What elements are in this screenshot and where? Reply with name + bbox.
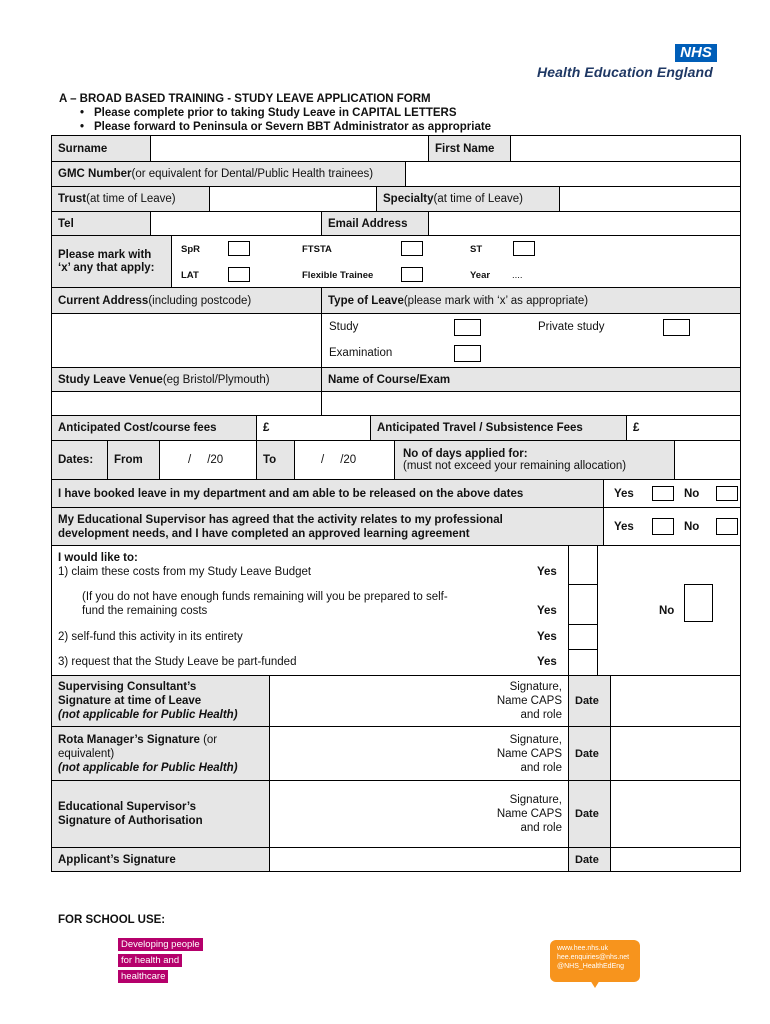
grade-lat: LAT — [181, 270, 199, 281]
sig-consultant-label: Supervising Consultant’s Signature at time of Leave (not applicable for Public Health) — [51, 675, 270, 727]
grade-box — [171, 235, 741, 288]
grade-st: ST — [470, 244, 483, 255]
sig-supervisor-date[interactable] — [610, 780, 741, 848]
venue-label: Study Leave Venue (eg Bristol/Plymouth) — [51, 367, 322, 392]
option-1-note-1: (If you do not have enough funds remaining will you be prepared to self- — [82, 591, 448, 603]
to-date-field[interactable]: / /20 — [294, 440, 395, 480]
spr-checkbox[interactable] — [228, 241, 250, 256]
days-label: No of days applied for: (must not exceed your remaining allocation) — [394, 440, 675, 480]
sig-applicant-label: Applicant’s Signature — [51, 847, 270, 872]
dates-label: Dates: — [51, 440, 108, 480]
sig-applicant-date[interactable] — [610, 847, 741, 872]
from-date-field[interactable]: / /20 — [159, 440, 257, 480]
sig-supervisor-label: Educational Supervisor’s Signature of Authorisation — [51, 780, 270, 848]
flexible-checkbox[interactable] — [401, 267, 423, 282]
grade-ftsta: FTSTA — [302, 244, 332, 255]
contact-web[interactable]: www.hee.nhs.uk — [557, 945, 608, 952]
sig-rota-date-label: Date — [568, 726, 611, 781]
surname-label: Surname — [51, 135, 151, 162]
option-1-yes[interactable]: Yes — [537, 566, 557, 578]
ftsta-checkbox[interactable] — [401, 241, 423, 256]
brand-line-1: Developing people — [118, 938, 203, 951]
exam-checkbox[interactable] — [454, 345, 481, 362]
instruction-1: • Please complete prior to taking Study Leave in CAPITAL LETTERS — [80, 107, 457, 119]
tel-label: Tel — [51, 211, 151, 236]
first-name-label: First Name — [428, 135, 511, 162]
specialty-label: Specialty (at time of Leave) — [376, 186, 560, 212]
private-checkbox[interactable] — [663, 319, 690, 336]
from-label: From — [107, 440, 160, 480]
instruction-2: • Please forward to Peninsula or Severn BBT Administrator as appropriate — [80, 121, 492, 133]
self-fund-yes[interactable]: Yes — [537, 605, 557, 617]
funding-yes-column — [568, 545, 598, 676]
sig-supervisor-date-label: Date — [568, 780, 611, 848]
specialty-field[interactable] — [559, 186, 741, 212]
would-like-heading: I would like to: — [58, 552, 138, 564]
contact-email[interactable]: hee.enquiries@nhs.net — [557, 954, 630, 961]
booked-answer: Yes No — [603, 479, 741, 508]
contact-twitter[interactable]: @NHS_HealthEdEng — [557, 963, 625, 970]
first-name-field[interactable] — [510, 135, 741, 162]
option-2: 2) self-fund this activity in its entirety — [58, 631, 243, 643]
leave-private: Private study — [538, 321, 605, 333]
mark-label: Please mark with ‘x’ any that apply: — [51, 235, 172, 288]
st-checkbox[interactable] — [513, 241, 535, 256]
contact-bubble — [550, 940, 640, 982]
leave-study: Study — [329, 321, 359, 333]
self-fund-no[interactable]: No — [659, 605, 675, 617]
booked-yes-checkbox[interactable] — [652, 486, 674, 501]
supervisor-statement: My Educational Supervisor has agreed that the activity relates to my professional development needs, and I have completed an approved learning agreement — [51, 507, 604, 546]
year-value[interactable]: .... — [512, 270, 523, 281]
sig-rota-label: Rota Manager’s Signature (or equivalent) (not applicable for Public Health) — [51, 726, 270, 781]
brand-line-2: for health and — [118, 954, 182, 967]
supervisor-no-checkbox[interactable] — [716, 518, 738, 535]
grade-spr: SpR — [181, 244, 200, 255]
travel-field[interactable]: £ — [626, 415, 741, 441]
option-2-yes[interactable]: Yes — [537, 631, 557, 643]
cost-field[interactable]: £ — [256, 415, 371, 441]
nhs-logo: NHS — [675, 44, 717, 62]
option-3-yes[interactable]: Yes — [537, 656, 557, 668]
leave-exam: Examination — [329, 347, 393, 359]
cost-label: Anticipated Cost/course fees — [51, 415, 257, 441]
sig-consultant-date-label: Date — [568, 675, 611, 727]
lat-checkbox[interactable] — [228, 267, 250, 282]
email-label: Email Address — [321, 211, 429, 236]
brand-line-3: healthcare — [118, 970, 168, 983]
self-fund-no-checkbox[interactable] — [684, 584, 713, 622]
grade-year: Year — [470, 270, 491, 281]
grade-flexible: Flexible Trainee — [302, 270, 374, 281]
sig-rota-field[interactable]: Signature, Name CAPS and role — [269, 726, 569, 781]
form-title: A – BROAD BASED TRAINING - STUDY LEAVE APPLICATION FORM — [59, 93, 431, 105]
venue-field[interactable] — [51, 391, 322, 416]
gmc-field[interactable] — [405, 161, 741, 187]
surname-field[interactable] — [150, 135, 429, 162]
school-use-label: FOR SCHOOL USE: — [58, 914, 166, 926]
option-1: 1) claim these costs from my Study Leave Budget — [58, 566, 312, 578]
booked-no-checkbox[interactable] — [716, 486, 738, 501]
address-label: Current Address (including postcode) — [51, 287, 322, 314]
travel-label: Anticipated Travel / Subsistence Fees — [370, 415, 627, 441]
to-label: To — [256, 440, 295, 480]
sig-consultant-date[interactable] — [610, 675, 741, 727]
org-name: Health Education England — [537, 64, 713, 80]
course-label: Name of Course/Exam — [321, 367, 741, 392]
sig-supervisor-field[interactable]: Signature, Name CAPS and role — [269, 780, 569, 848]
course-field[interactable] — [321, 391, 741, 416]
sig-applicant-field[interactable] — [269, 847, 569, 872]
trust-field[interactable] — [209, 186, 377, 212]
sig-consultant-field[interactable]: Signature, Name CAPS and role — [269, 675, 569, 727]
supervisor-yes-checkbox[interactable] — [652, 518, 674, 535]
bubble-tail — [590, 980, 600, 988]
email-field[interactable] — [428, 211, 741, 236]
study-checkbox[interactable] — [454, 319, 481, 336]
leave-type-label: Type of Leave (please mark with ‘x’ as appropriate) — [321, 287, 741, 314]
trust-label: Trust (at time of Leave) — [51, 186, 210, 212]
tel-field[interactable] — [150, 211, 322, 236]
days-field[interactable] — [674, 440, 741, 480]
booked-statement: I have booked leave in my department and am able to be released on the above dates — [51, 479, 604, 508]
sig-rota-date[interactable] — [610, 726, 741, 781]
option-3: 3) request that the Study Leave be part-funded — [58, 656, 297, 668]
gmc-label: GMC Number (or equivalent for Dental/Public Health trainees) — [51, 161, 406, 187]
sig-applicant-date-label: Date — [568, 847, 611, 872]
supervisor-answer: Yes No — [603, 507, 741, 546]
address-field[interactable] — [51, 313, 322, 368]
option-1-note-2: fund the remaining costs — [82, 605, 208, 617]
